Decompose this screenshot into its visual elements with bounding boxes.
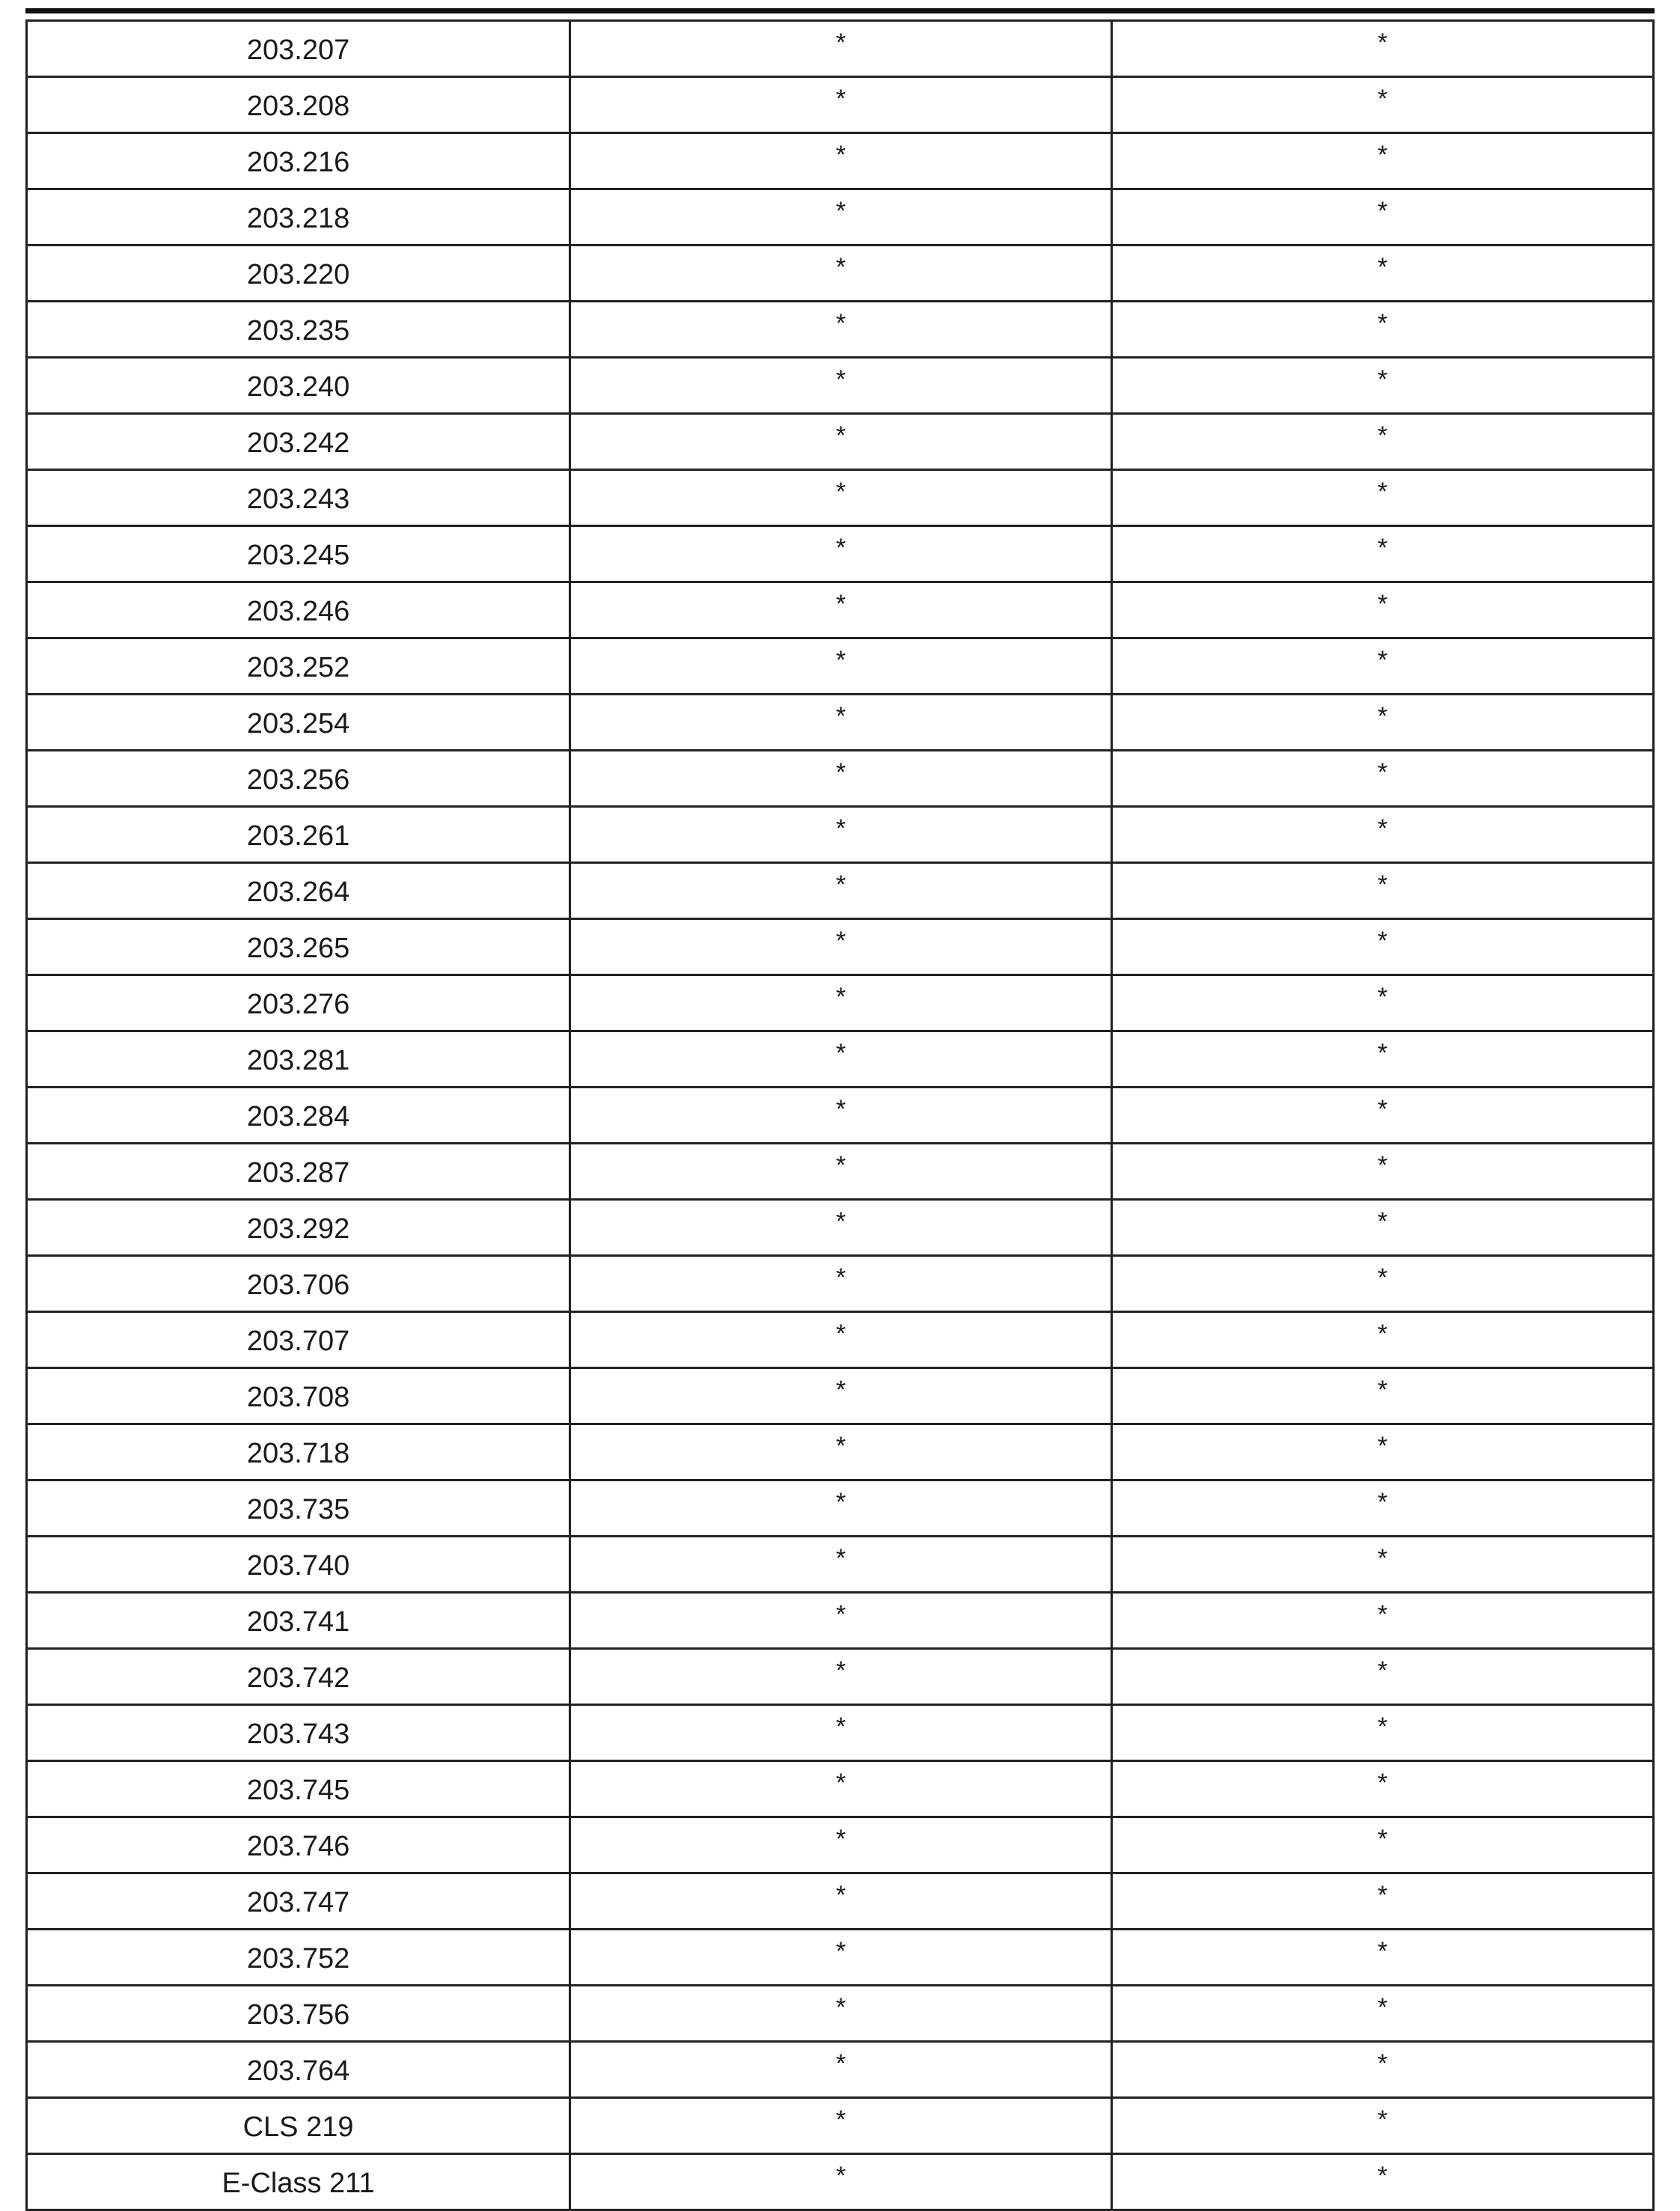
- table-row: [27, 21, 1654, 77]
- model-code-cell: 203.264: [27, 863, 570, 919]
- table-row: [27, 1368, 1654, 1424]
- applicability-marker-cell: *: [570, 638, 1112, 695]
- model-table: [25, 19, 1655, 2211]
- applicability-marker-cell: *: [570, 189, 1112, 246]
- applicability-marker-cell: *: [1112, 1088, 1654, 1144]
- model-code-cell: 203.287: [27, 1144, 570, 1200]
- model-code-cell: 203.707: [27, 1312, 570, 1368]
- applicability-marker-cell: *: [1112, 1761, 1654, 1817]
- model-code-cell: 203.764: [27, 2042, 570, 2098]
- table-row: [27, 1761, 1654, 1817]
- model-code-cell: 203.261: [27, 807, 570, 863]
- applicability-marker-cell: *: [570, 1368, 1112, 1424]
- applicability-marker-cell: *: [1112, 1873, 1654, 1930]
- model-code-cell: 203.718: [27, 1424, 570, 1480]
- applicability-marker-cell: *: [1112, 1705, 1654, 1761]
- table-row: [27, 1424, 1654, 1480]
- model-code-cell: 203.735: [27, 1480, 570, 1537]
- applicability-marker-cell: *: [1112, 189, 1654, 246]
- table-row: [27, 1480, 1654, 1537]
- applicability-marker-cell: *: [1112, 1986, 1654, 2042]
- table-row: [27, 2098, 1654, 2154]
- model-code-cell: 203.284: [27, 1088, 570, 1144]
- table-row: [27, 2154, 1654, 2210]
- model-code-cell: CLS 219: [27, 2098, 570, 2154]
- table-row: [27, 1930, 1654, 1986]
- applicability-marker-cell: *: [570, 470, 1112, 526]
- applicability-marker-cell: *: [570, 1200, 1112, 1256]
- applicability-marker-cell: *: [570, 526, 1112, 582]
- applicability-marker-cell: *: [570, 695, 1112, 751]
- applicability-marker-cell: *: [570, 1031, 1112, 1088]
- applicability-marker-cell: *: [570, 21, 1112, 77]
- model-code-cell: 203.218: [27, 189, 570, 246]
- table-row: [27, 358, 1654, 414]
- model-code-cell: 203.742: [27, 1649, 570, 1705]
- model-code-cell: 203.706: [27, 1256, 570, 1312]
- applicability-marker-cell: *: [1112, 863, 1654, 919]
- applicability-marker-cell: *: [570, 1705, 1112, 1761]
- table-row: [27, 1537, 1654, 1593]
- model-code-cell: 203.254: [27, 695, 570, 751]
- table-row: [27, 133, 1654, 189]
- table-row: [27, 1312, 1654, 1368]
- model-code-cell: 203.276: [27, 975, 570, 1031]
- model-code-cell: 203.207: [27, 21, 570, 77]
- applicability-marker-cell: *: [570, 807, 1112, 863]
- model-code-cell: 203.756: [27, 1986, 570, 2042]
- applicability-marker-cell: *: [570, 863, 1112, 919]
- applicability-marker-cell: *: [570, 919, 1112, 975]
- applicability-marker-cell: *: [1112, 1537, 1654, 1593]
- applicability-marker-cell: *: [1112, 1593, 1654, 1649]
- applicability-marker-cell: *: [570, 1930, 1112, 1986]
- applicability-marker-cell: *: [1112, 21, 1654, 77]
- applicability-marker-cell: *: [1112, 1480, 1654, 1537]
- table-row: [27, 1649, 1654, 1705]
- applicability-marker-cell: *: [1112, 526, 1654, 582]
- applicability-marker-cell: *: [1112, 470, 1654, 526]
- model-code-cell: 203.292: [27, 1200, 570, 1256]
- table-row: [27, 1200, 1654, 1256]
- applicability-marker-cell: *: [570, 2042, 1112, 2098]
- model-code-cell: 203.741: [27, 1593, 570, 1649]
- applicability-marker-cell: *: [1112, 919, 1654, 975]
- applicability-marker-cell: *: [1112, 695, 1654, 751]
- applicability-marker-cell: *: [570, 2154, 1112, 2210]
- applicability-marker-cell: *: [570, 246, 1112, 302]
- table-row: [27, 1593, 1654, 1649]
- model-code-cell: 203.745: [27, 1761, 570, 1817]
- model-code-cell: 203.243: [27, 470, 570, 526]
- applicability-marker-cell: *: [1112, 302, 1654, 358]
- applicability-marker-cell: *: [570, 1256, 1112, 1312]
- applicability-marker-cell: *: [1112, 2098, 1654, 2154]
- table-row: [27, 695, 1654, 751]
- table-row: [27, 302, 1654, 358]
- table-row: [27, 919, 1654, 975]
- applicability-marker-cell: *: [1112, 638, 1654, 695]
- table-row: [27, 1986, 1654, 2042]
- top-rule: [25, 8, 1655, 13]
- table-row: [27, 526, 1654, 582]
- applicability-marker-cell: *: [570, 358, 1112, 414]
- model-code-cell: 203.708: [27, 1368, 570, 1424]
- table-row: [27, 975, 1654, 1031]
- applicability-marker-cell: *: [570, 1873, 1112, 1930]
- table-row: [27, 1873, 1654, 1930]
- model-code-cell: 203.235: [27, 302, 570, 358]
- table-row: [27, 470, 1654, 526]
- table-row: [27, 1817, 1654, 1873]
- applicability-marker-cell: *: [570, 582, 1112, 638]
- table-row: [27, 189, 1654, 246]
- applicability-marker-cell: *: [570, 1424, 1112, 1480]
- table-row: [27, 1144, 1654, 1200]
- applicability-marker-cell: *: [570, 975, 1112, 1031]
- applicability-marker-cell: *: [1112, 414, 1654, 470]
- model-table-container: [25, 19, 1655, 2211]
- applicability-marker-cell: *: [1112, 246, 1654, 302]
- model-code-cell: 203.208: [27, 77, 570, 133]
- applicability-marker-cell: *: [1112, 77, 1654, 133]
- model-code-cell: 203.740: [27, 1537, 570, 1593]
- applicability-marker-cell: *: [570, 1593, 1112, 1649]
- applicability-marker-cell: *: [570, 1817, 1112, 1873]
- table-body: [27, 21, 1654, 2210]
- table-row: [27, 863, 1654, 919]
- applicability-marker-cell: *: [1112, 1031, 1654, 1088]
- applicability-marker-cell: *: [1112, 1930, 1654, 1986]
- model-code-cell: 203.265: [27, 919, 570, 975]
- model-code-cell: 203.245: [27, 526, 570, 582]
- applicability-marker-cell: *: [1112, 1144, 1654, 1200]
- applicability-marker-cell: *: [1112, 358, 1654, 414]
- applicability-marker-cell: *: [1112, 1312, 1654, 1368]
- applicability-marker-cell: *: [570, 1649, 1112, 1705]
- applicability-marker-cell: *: [570, 414, 1112, 470]
- model-code-cell: 203.252: [27, 638, 570, 695]
- model-code-cell: 203.746: [27, 1817, 570, 1873]
- model-code-cell: 203.240: [27, 358, 570, 414]
- table-row: [27, 414, 1654, 470]
- table-row: [27, 77, 1654, 133]
- model-code-cell: E-Class 211: [27, 2154, 570, 2210]
- model-code-cell: 203.242: [27, 414, 570, 470]
- model-code-cell: 203.256: [27, 751, 570, 807]
- applicability-marker-cell: *: [1112, 133, 1654, 189]
- applicability-marker-cell: *: [1112, 1424, 1654, 1480]
- model-code-cell: 203.752: [27, 1930, 570, 1986]
- table-row: [27, 2042, 1654, 2098]
- applicability-marker-cell: *: [1112, 582, 1654, 638]
- table-row: [27, 1256, 1654, 1312]
- applicability-marker-cell: *: [570, 2098, 1112, 2154]
- table-row: [27, 807, 1654, 863]
- table-row: [27, 751, 1654, 807]
- table-row: [27, 1705, 1654, 1761]
- applicability-marker-cell: *: [570, 302, 1112, 358]
- applicability-marker-cell: *: [1112, 975, 1654, 1031]
- applicability-marker-cell: *: [1112, 2042, 1654, 2098]
- applicability-marker-cell: *: [570, 77, 1112, 133]
- applicability-marker-cell: *: [570, 1312, 1112, 1368]
- table-row: [27, 638, 1654, 695]
- applicability-marker-cell: *: [1112, 1256, 1654, 1312]
- table-row: [27, 246, 1654, 302]
- table-row: [27, 582, 1654, 638]
- applicability-marker-cell: *: [570, 1144, 1112, 1200]
- applicability-marker-cell: *: [1112, 2154, 1654, 2210]
- applicability-marker-cell: *: [1112, 1817, 1654, 1873]
- applicability-marker-cell: *: [1112, 807, 1654, 863]
- model-code-cell: 203.246: [27, 582, 570, 638]
- applicability-marker-cell: *: [1112, 751, 1654, 807]
- applicability-marker-cell: *: [570, 751, 1112, 807]
- table-row: [27, 1031, 1654, 1088]
- model-code-cell: 203.216: [27, 133, 570, 189]
- applicability-marker-cell: *: [570, 1761, 1112, 1817]
- applicability-marker-cell: *: [570, 1480, 1112, 1537]
- table-row: [27, 1088, 1654, 1144]
- model-code-cell: 203.281: [27, 1031, 570, 1088]
- applicability-marker-cell: *: [570, 1537, 1112, 1593]
- applicability-marker-cell: *: [570, 133, 1112, 189]
- applicability-marker-cell: *: [1112, 1368, 1654, 1424]
- applicability-marker-cell: *: [570, 1088, 1112, 1144]
- applicability-marker-cell: *: [570, 1986, 1112, 2042]
- model-code-cell: 203.747: [27, 1873, 570, 1930]
- model-code-cell: 203.743: [27, 1705, 570, 1761]
- model-code-cell: 203.220: [27, 246, 570, 302]
- applicability-marker-cell: *: [1112, 1649, 1654, 1705]
- applicability-marker-cell: *: [1112, 1200, 1654, 1256]
